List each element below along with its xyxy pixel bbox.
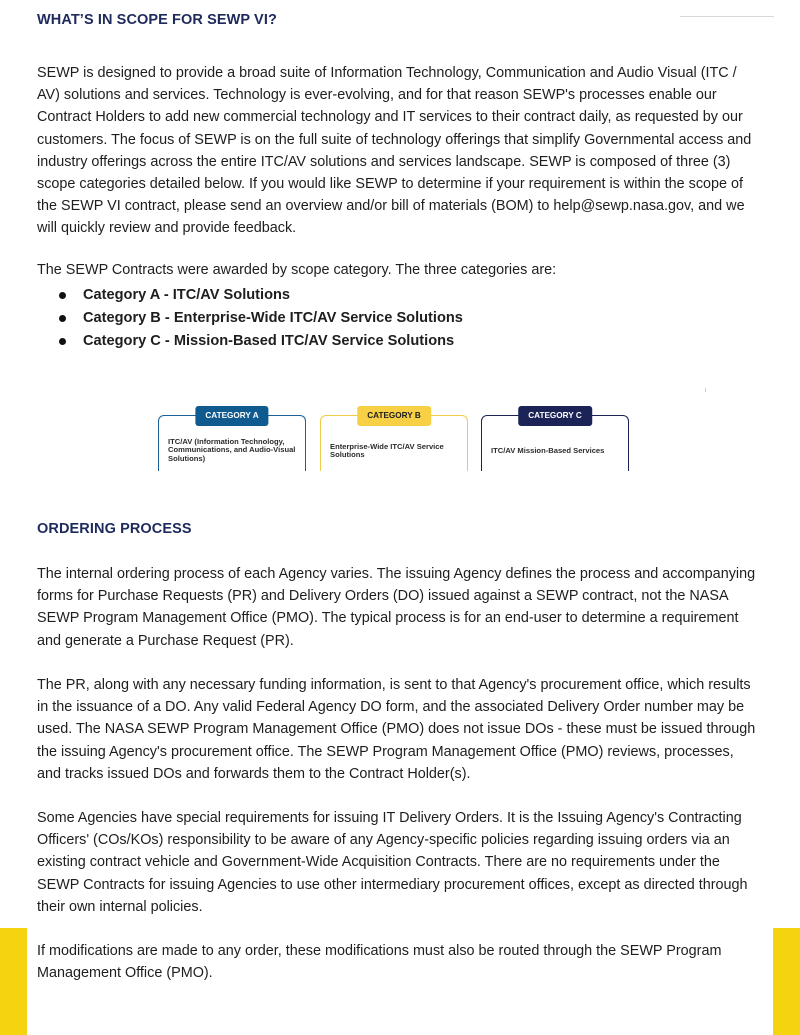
category-cards: [158, 405, 630, 471]
category-badge: CATEGORY A: [195, 406, 268, 426]
category-description: Enterprise-Wide ITC/AV Service Solutions: [330, 442, 444, 460]
category-card-a: [158, 411, 306, 471]
category-list-label: Category B - Enterprise-Wide ITC/AV Service Solutions: [83, 310, 463, 326]
category-list-item: [37, 330, 463, 353]
scope-intro-paragraph: SEWP is designed to provide a broad suite of Information Technology, Communication and Audio Visual (ITC / AV) solutions and services. Technology is ever-evolving, and for that reason SEWP's processes enable our Contract Holders to add new commercial technology and IT services to their contract daily, as requested by our customers. The focus of SEWP is on the full suite of technology offerings that simplify Governmental access and industry offerings across the entire ITC/AV solutions and services landscape. SEWP is composed of three (3) scope categories detailed below. If you would like SEWP to determine if your requirement is within the scope of the SEWP VI contract, please send an overview and/or bill of materials (BOM) to help@sewp.nasa.gov, and we will quickly review and provide feedback.: [37, 65, 752, 237]
header-rule: [680, 16, 774, 17]
category-card-c: [481, 411, 629, 471]
category-card-b: [320, 411, 468, 471]
ordering-paragraph: If modifications are made to any order, these modifications must also be routed through the SEWP Program Management Office (PMO).: [37, 943, 722, 982]
accent-bar-right: [773, 928, 800, 1035]
category-description: ITC/AV (Information Technology, Communications, and Audio-Visual Solutions): [168, 437, 296, 463]
categories-intro: The SEWP Contracts were awarded by scope category. The three categories are:: [37, 262, 557, 278]
category-badge: CATEGORY B: [357, 406, 431, 426]
ordering-paragraph: The PR, along with any necessary funding information, is sent to that Agency's procurement office, which results in the issuance of a DO. Any valid Federal Agency DO form, and the associated Delivery Order number may be used. The NASA SEWP Program Management Office (PMO) does not issue DOs - these must be issued through the issuing Agency's procurement office. The SEWP Program Management Office (PMO) reviews, processes, and tracks issued DOs and forwards them to the Contract Holder(s).: [37, 677, 756, 782]
ordering-paragraph: Some Agencies have special requirements for issuing IT Delivery Orders. It is the Issuing Agency's Contracting Officers' (COs/KOs) responsibility to be aware of any Agency-specific policies regarding issuing orders via an existing contract vehicle and Government-Wide Acquisition Contracts. There are no requirements under the SEWP Contracts for issuing Agencies to use other intermediary procurement offices, except as directed through their own internal policies.: [37, 810, 748, 915]
category-list-item: [37, 284, 463, 307]
bullet-icon: [59, 292, 66, 299]
category-list: [37, 284, 463, 353]
bullet-icon: [59, 315, 66, 322]
category-list-item: [37, 307, 463, 330]
category-list-label: Category A - ITC/AV Solutions: [83, 287, 291, 303]
category-description: ITC/AV Mission-Based Services: [491, 446, 605, 455]
scope-heading: WHAT’S IN SCOPE FOR SEWP VI?: [37, 12, 277, 28]
ordering-paragraph: The internal ordering process of each Agency varies. The issuing Agency defines the process and accompanying forms for Purchase Requests (PR) and Delivery Orders (DO) issued against a SEWP contract, not the NASA SEWP Program Management Office (PMO). The typical process is for an end-user to determine a requirement and generate a Purchase Request (PR).: [37, 566, 756, 649]
decorative-tick: [705, 388, 706, 392]
ordering-heading: ORDERING PROCESS: [37, 521, 192, 537]
bullet-icon: [59, 338, 66, 345]
category-list-label: Category C - Mission-Based ITC/AV Service Solutions: [83, 333, 455, 349]
accent-bar-left: [0, 928, 27, 1035]
category-badge: CATEGORY C: [518, 406, 592, 426]
